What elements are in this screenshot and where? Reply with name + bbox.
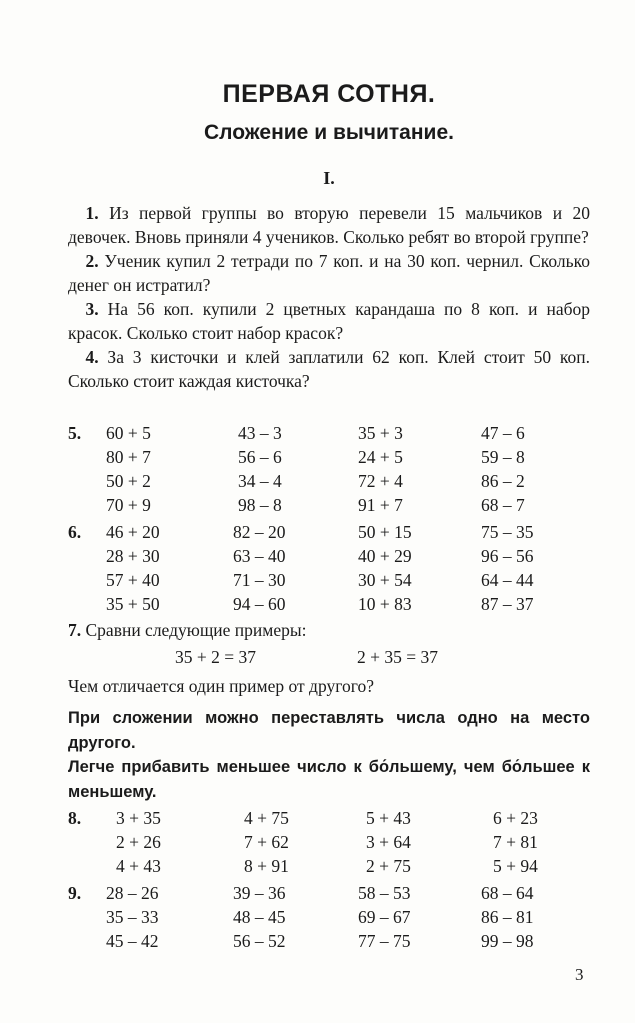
equation-2: 2 + 35 = 37 bbox=[357, 647, 438, 667]
exercise-number: 6. bbox=[68, 522, 82, 542]
expression-cell: 35 + 50 bbox=[106, 594, 160, 614]
expression-cell: 2 + 26 bbox=[116, 832, 161, 852]
expression-cell: 3 + 64 bbox=[366, 832, 411, 852]
problem-2 bbox=[68, 249, 590, 297]
expression-cell: 4 + 75 bbox=[244, 808, 289, 828]
expression-cell: 99 – 98 bbox=[481, 931, 534, 951]
expression-cell: 48 – 45 bbox=[233, 907, 286, 927]
expression-cell: 40 + 29 bbox=[358, 546, 412, 566]
expression-cell: 7 + 62 bbox=[244, 832, 289, 852]
expression-cell: 98 – 8 bbox=[238, 495, 282, 515]
expression-cell: 72 + 4 bbox=[358, 471, 403, 491]
expression-cell: 80 + 7 bbox=[106, 447, 151, 467]
exercise-7-text: Сравни следующие примеры: bbox=[81, 620, 307, 640]
expression-cell: 35 – 33 bbox=[106, 907, 159, 927]
exercise-number: 8. bbox=[68, 808, 82, 828]
expression-cell: 96 – 56 bbox=[481, 546, 534, 566]
problem-text: За 3 кисточки и клей заплатили 62 коп. Клей стоит 50 коп. Сколько стоит каждая кисточка? bbox=[68, 347, 590, 391]
equation-1: 35 + 2 = 37 bbox=[175, 647, 256, 667]
exercise-number: 9. bbox=[68, 883, 82, 903]
exercise-number: 7. bbox=[68, 620, 82, 640]
problem-number: 4. bbox=[85, 347, 99, 367]
expression-cell: 47 – 6 bbox=[481, 423, 525, 443]
expression-cell: 50 + 15 bbox=[358, 522, 412, 542]
expression-cell: 5 + 43 bbox=[366, 808, 411, 828]
expression-cell: 56 – 52 bbox=[233, 931, 286, 951]
expression-cell: 75 – 35 bbox=[481, 522, 534, 542]
page-number: 3 bbox=[575, 965, 584, 984]
expression-cell: 24 + 5 bbox=[358, 447, 403, 467]
page-subtitle: Сложение и вычитание. bbox=[204, 121, 454, 144]
problem-1 bbox=[68, 201, 590, 249]
expression-cell: 7 + 81 bbox=[493, 832, 538, 852]
rule-2: Легче прибавить меньшее число к бо́льшему, чем бо́льшее к меньшему. bbox=[68, 758, 590, 801]
section-number: I. bbox=[323, 168, 335, 188]
problem-number: 3. bbox=[85, 299, 99, 319]
expression-cell: 50 + 2 bbox=[106, 471, 151, 491]
expression-cell: 57 + 40 bbox=[106, 570, 160, 590]
expression-cell: 63 – 40 bbox=[233, 546, 286, 566]
problem-text: На 56 коп. купили 2 цветных карандаша по 8 коп. и набор красок. Сколько стоит набор красок? bbox=[68, 299, 590, 343]
expression-cell: 2 + 75 bbox=[366, 856, 411, 876]
expression-cell: 5 + 94 bbox=[493, 856, 538, 876]
expression-cell: 71 – 30 bbox=[233, 570, 286, 590]
expression-cell: 68 – 7 bbox=[481, 495, 525, 515]
page-title: ПЕРВАЯ СОТНЯ. bbox=[222, 80, 436, 108]
exercise-7-prompt bbox=[68, 620, 307, 641]
expression-cell: 64 – 44 bbox=[481, 570, 534, 590]
expression-cell: 4 + 43 bbox=[116, 856, 161, 876]
expression-cell: 56 – 6 bbox=[238, 447, 282, 467]
expression-cell: 34 – 4 bbox=[238, 471, 282, 491]
expression-cell: 58 – 53 bbox=[358, 883, 411, 903]
expression-cell: 91 + 7 bbox=[358, 495, 403, 515]
exercise-7-question: Чем отличается один пример от другого? bbox=[68, 676, 374, 696]
expression-cell: 70 + 9 bbox=[106, 495, 151, 515]
expression-cell: 8 + 91 bbox=[244, 856, 289, 876]
expression-cell: 43 – 3 bbox=[238, 423, 282, 443]
expression-cell: 3 + 35 bbox=[116, 808, 161, 828]
word-problems bbox=[68, 201, 590, 393]
expression-cell: 39 – 36 bbox=[233, 883, 286, 903]
expression-cell: 46 + 20 bbox=[106, 522, 160, 542]
expression-cell: 59 – 8 bbox=[481, 447, 525, 467]
expression-cell: 87 – 37 bbox=[481, 594, 534, 614]
expression-cell: 6 + 23 bbox=[493, 808, 538, 828]
problem-text: Из первой группы во вторую перевели 15 мальчиков и 20 девочек. Вновь приняли 4 учеников. Сколько ребят во второй группе? bbox=[68, 203, 590, 247]
expression-cell: 94 – 60 bbox=[233, 594, 286, 614]
expression-cell: 60 + 5 bbox=[106, 423, 151, 443]
expression-cell: 35 + 3 bbox=[358, 423, 403, 443]
expression-cell: 86 – 2 bbox=[481, 471, 525, 491]
problem-3 bbox=[68, 297, 590, 345]
expression-cell: 10 + 83 bbox=[358, 594, 412, 614]
expression-cell: 28 + 30 bbox=[106, 546, 160, 566]
expression-cell: 77 – 75 bbox=[358, 931, 411, 951]
expression-cell: 68 – 64 bbox=[481, 883, 534, 903]
problem-number: 2. bbox=[85, 251, 99, 271]
rule-1: При сложении можно переставлять числа одно на место другого. bbox=[68, 709, 590, 752]
expression-cell: 45 – 42 bbox=[106, 931, 159, 951]
problem-text: Ученик купил 2 тетради по 7 коп. и на 30 коп. чернил. Сколько денег он истратил? bbox=[68, 251, 590, 295]
expression-cell: 28 – 26 bbox=[106, 883, 159, 903]
expression-cell: 86 – 81 bbox=[481, 907, 534, 927]
exercise-number: 5. bbox=[68, 423, 82, 443]
expression-cell: 82 – 20 bbox=[233, 522, 286, 542]
expression-cell: 30 + 54 bbox=[358, 570, 412, 590]
problem-4 bbox=[68, 345, 590, 393]
expression-cell: 69 – 67 bbox=[358, 907, 411, 927]
problem-number: 1. bbox=[85, 203, 99, 223]
